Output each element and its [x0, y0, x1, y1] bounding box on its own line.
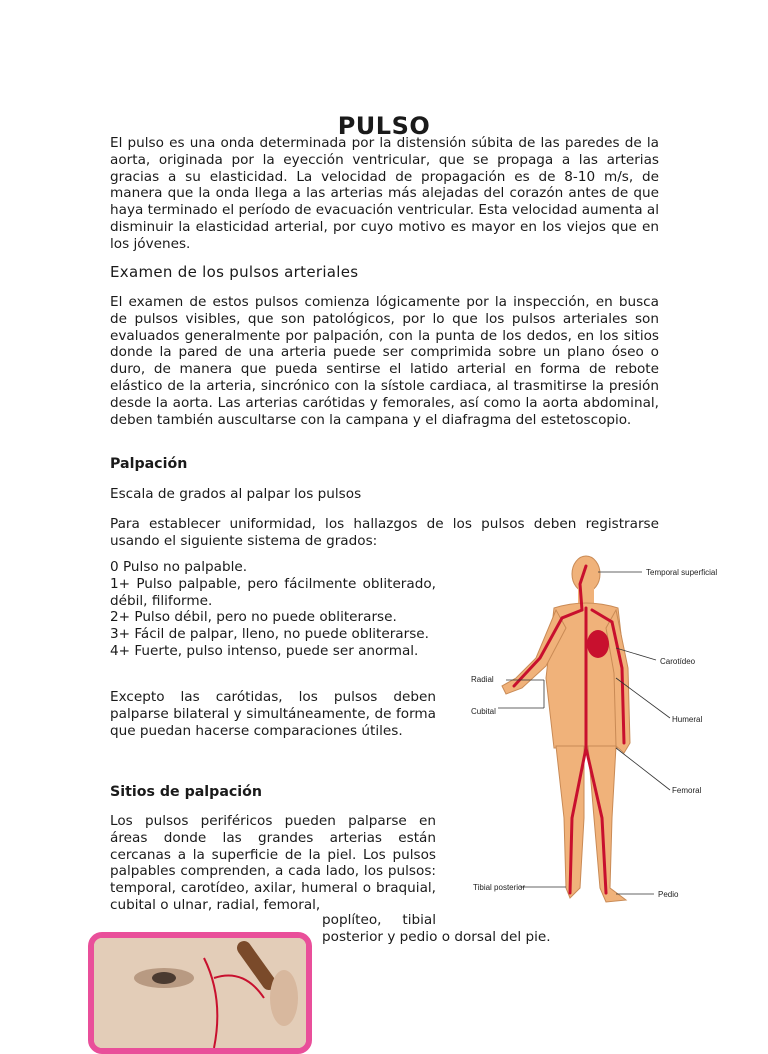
label-carotid: Carotídeo [660, 657, 696, 666]
arterial-pulse-diagram [466, 548, 742, 918]
uniformity-paragraph: Para establecer uniformidad, los hallazgos de los pulsos deben registrarse usando el siguiente sistema de grados: [110, 516, 659, 549]
grade-item: 0 Pulso no palpable. [110, 559, 248, 575]
label-tibial: Tibial posterior [473, 883, 526, 892]
label-femoral: Femoral [672, 786, 702, 795]
examen-paragraph: El examen de estos pulsos comienza lógicamente por la inspección, en busca de pulsos visibles, que son patológicos, por lo que los pulsos arteriales son evaluados generalmente por palpación, con la punta de los dedos, en los sitios donde la pared de una arteria puede ser comprimida sobre un plano óseo o duro, de manera que pueda sentirse el latido arterial en forma de rebote elástico de la arteria, sincrónico con la sístole cardiaca, al trasmitirse la presión desde la aorta. Las arterias carótidas y femorales, así como la aorta abdominal, deben también auscultarse con la campana y el diafragma del estetoscopio. [110, 294, 659, 428]
page-title: PULSO [337, 112, 431, 141]
grade-item: 1+ Pulso palpable, pero fácilmente obliterado, débil, filiforme. [110, 575, 436, 609]
label-radial: Radial [471, 675, 494, 684]
heart-icon [587, 630, 609, 658]
section-heading-examen: Examen de los pulsos arteriales [110, 263, 359, 281]
section-heading-sitios: Sitios de palpación [110, 784, 263, 800]
face-illustration [94, 938, 306, 1048]
grade-item: 2+ Pulso débil, pero no puede obliterarse. [110, 609, 397, 626]
section-heading-palpacion: Palpación [110, 456, 188, 472]
scale-paragraph: Escala de grados al palpar los pulsos [110, 486, 362, 502]
human-body-figure [502, 556, 630, 902]
label-cubital: Cubital [471, 707, 496, 716]
grade-item: 3+ Fácil de palpar, lleno, no puede obliterarse. [110, 626, 429, 643]
intro-paragraph: El pulso es una onda determinada por la distensión súbita de las paredes de la aorta, originada por la eyección ventricular, que se propaga a las arterias gracias a su elasticidad. La velocidad de propagación es de 8-10 m/s, de manera que la onda llega a las arterias más alejadas del corazón antes de que haya terminado el período de evacuación ventricular. Esta velocidad aumenta al disminuir la elasticidad arterial, por cuyo motivo es mayor en los viejos que en los jóvenes. [110, 135, 659, 252]
sitios-paragraph: Los pulsos periféricos pueden palparse en áreas donde las grandes arterias están cercanas a la superficie de la piel. Los pulsos palpables comprenden, a cada lado, los pulsos: temporal, carotídeo, axilar, humeral o braquial, cubital o ulnar, radial, femoral, [110, 813, 436, 913]
label-temporal: Temporal superficial [646, 568, 718, 577]
note-paragraph: Excepto las carótidas, los pulsos deben palparse bilateral y simultáneamente, de forma que puedan hacerse comparaciones útiles. [110, 689, 436, 739]
grade-list [110, 559, 436, 660]
grade-item: 4+ Fuerte, pulso intenso, puede ser anormal. [110, 642, 419, 659]
label-pedio: Pedio [658, 890, 679, 899]
face-arteries-image [88, 932, 312, 1054]
sitios-continuation-2: posterior y pedio o dorsal del pie. [322, 929, 551, 945]
sitios-continuation-1: poplíteo, tibial [322, 912, 436, 928]
label-humeral: Humeral [672, 715, 703, 724]
